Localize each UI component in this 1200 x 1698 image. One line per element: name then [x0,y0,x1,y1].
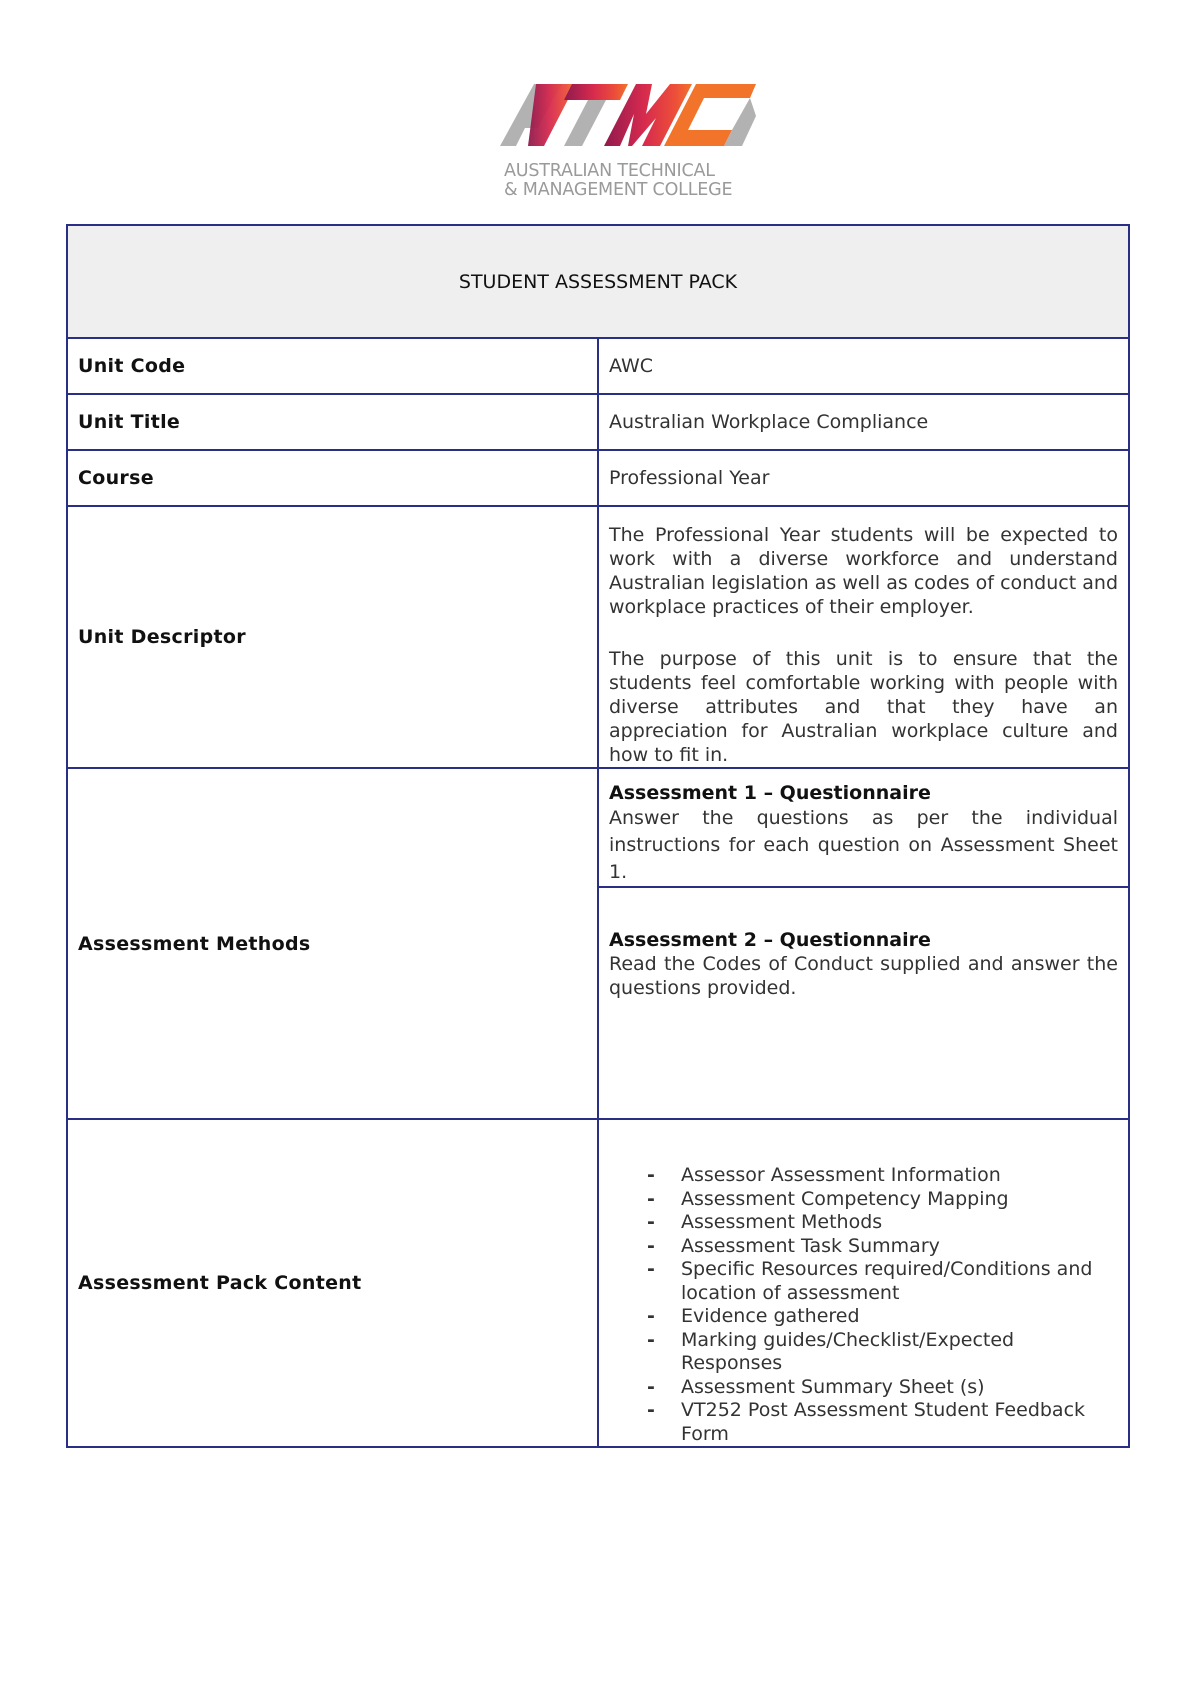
unit-title-label: Unit Title [67,394,598,450]
list-item-text: VT252 Post Assessment Student Feedback Form [681,1399,1086,1445]
unit-descriptor-paragraph-1: The Professional Year students will be expected to work with a diverse workforce and understand Australian legislation as well as codes of conduct and workplace practices of their employer. [609,524,1118,618]
list-item [647,1211,1118,1235]
college-name-line-1: AUSTRALIAN TECHNICAL [504,161,715,181]
list-item-text: Assessor Assessment Information [681,1164,1001,1186]
unit-title-row [67,394,1129,450]
assessment-methods-label: Assessment Methods [67,768,598,1119]
list-item-text: Marking guides/Checklist/Expected Responses [681,1328,1015,1374]
bullet-dash: - [647,1164,655,1186]
list-item-text: Assessment Competency Mapping [681,1187,1009,1210]
assessment-method-2-text: Read the Codes of Conduct supplied and answer the questions provided. [609,953,1118,999]
list-item [647,1305,1118,1329]
list-item [647,1187,1118,1212]
unit-title-value: Australian Workplace Compliance [598,394,1129,450]
unit-descriptor-value [598,506,1129,768]
bullet-dash: - [647,1211,655,1233]
list-item [647,1234,1118,1259]
bullet-dash: - [647,1328,655,1351]
list-item [647,1399,1118,1446]
assessment-method-1-text: Answer the questions as per the individual instructions for each question on Assessment Sheet 1. [609,807,1118,883]
list-item [647,1328,1118,1376]
unit-code-label: Unit Code [67,338,598,394]
bullet-dash: - [647,1234,655,1257]
assessment-method-1 [598,768,1129,887]
course-row [67,450,1129,506]
course-label: Course [67,450,598,506]
assessment-method-2-title: Assessment 2 – Questionnaire [609,929,931,951]
unit-descriptor-paragraph-2: The purpose of this unit is to ensure that the students feel comfortable working with people with diverse attributes and that they have an appreciation for Australian workplace culture and how to fit in. [609,648,1118,766]
assessment-methods-row-1 [67,768,1129,887]
assessment-method-2 [598,887,1129,1119]
unit-code-row [67,338,1129,394]
unit-code-value: AWC [598,338,1129,394]
college-name [504,162,732,200]
list-item [647,1375,1118,1400]
header-row [67,225,1129,338]
assessment-pack-content-label: Assessment Pack Content [67,1119,598,1447]
college-name-line-2: & MANAGEMENT COLLEGE [504,180,733,200]
atmc-logo-icon [500,76,760,160]
college-logo [500,76,770,206]
list-item-text: Specific Resources required/Conditions and location of assessment [681,1258,1093,1304]
assessment-pack-table [66,224,1130,1448]
list-item [647,1164,1118,1188]
assessment-pack-content-row [67,1119,1129,1447]
list-item-text: Assessment Task Summary [681,1234,940,1257]
page-title: STUDENT ASSESSMENT PACK [67,225,1129,338]
list-item-text: Assessment Summary Sheet (s) [681,1375,985,1398]
assessment-pack-content-value [598,1119,1129,1447]
bullet-dash: - [647,1305,655,1327]
unit-descriptor-row [67,506,1129,768]
list-item-text: Evidence gathered [681,1305,860,1327]
bullet-dash: - [647,1375,655,1398]
unit-descriptor-label: Unit Descriptor [67,506,598,768]
list-item [647,1258,1118,1305]
bullet-dash: - [647,1258,655,1280]
bullet-dash: - [647,1399,655,1421]
list-item-text: Assessment Methods [681,1211,883,1233]
bullet-dash: - [647,1187,655,1210]
course-value: Professional Year [598,450,1129,506]
assessment-method-1-title: Assessment 1 – Questionnaire [609,782,931,804]
assessment-pack-content-list [609,1164,1118,1446]
